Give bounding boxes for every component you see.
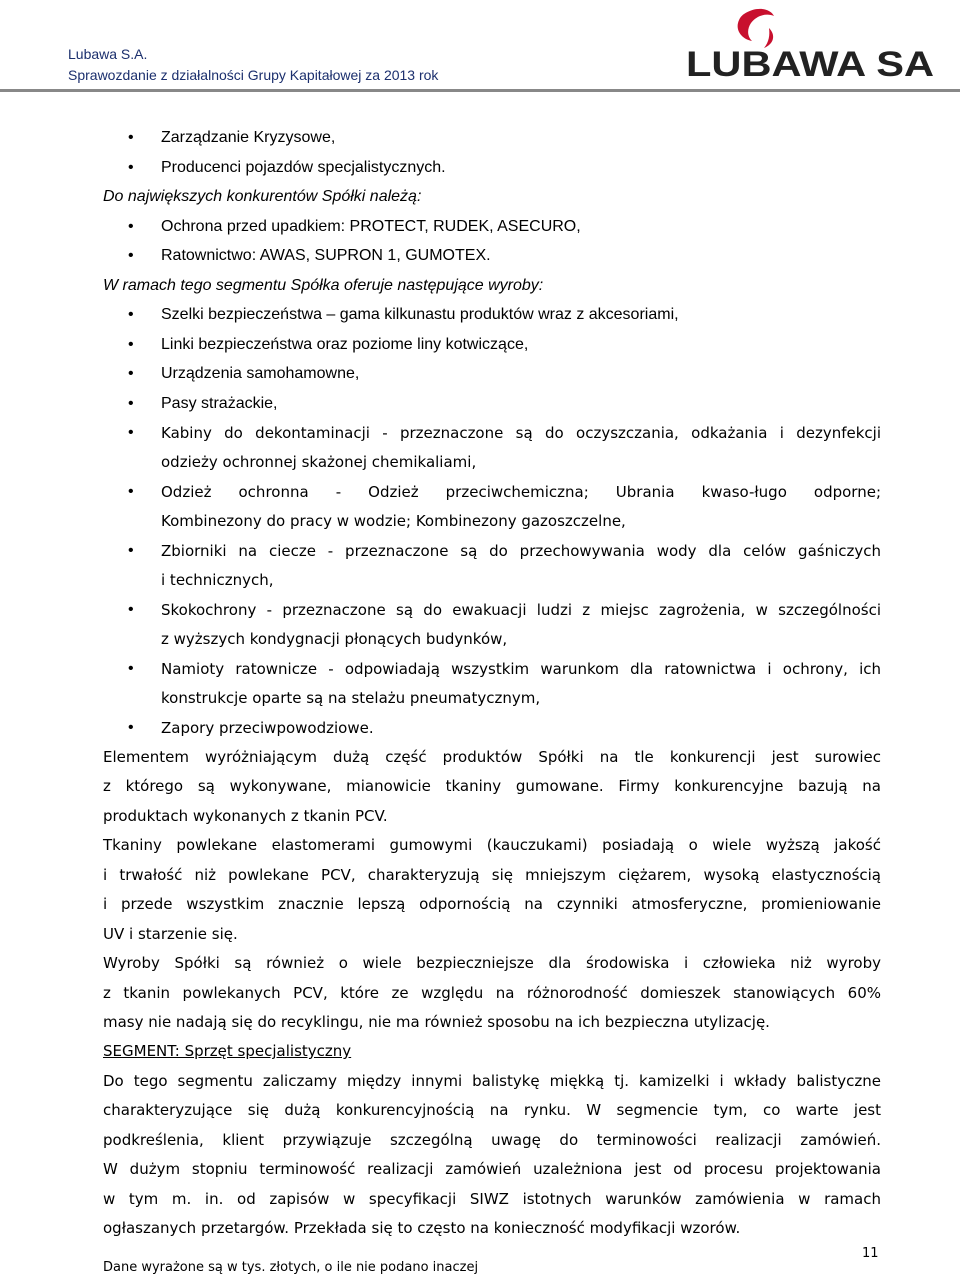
- product-item: Zbiorniki na ciecze - przeznaczone są do przechowywania wody dla celów gaśniczych: [161, 542, 881, 560]
- list-item: Ratownictwo: AWAS, SUPRON 1, GUMOTEX.: [161, 247, 491, 264]
- competitors-intro: Do największych konkurentów Spółki należą:: [103, 188, 422, 205]
- bullet-icon: •: [128, 395, 134, 412]
- product-item: Skokochrony - przeznaczone są do ewakuacji ludzi z miejsc zagrożenia, w szczególności: [161, 601, 881, 619]
- bullet-icon: •: [128, 719, 134, 736]
- product-item: Odzież ochronna - Odzież przeciwchemiczna; Ubrania kwaso-ługo odporne;: [161, 483, 881, 501]
- bullet-icon: •: [128, 247, 134, 264]
- footer-note: Dane wyrażone są w tys. złotych, o ile nie podano inaczej: [103, 1260, 479, 1275]
- product-item: Urządzenia samohamowne,: [161, 365, 360, 382]
- product-item-cont: i technicznych,: [161, 571, 274, 589]
- product-item: Szelki bezpieczeństwa – gama kilkunastu produktów wraz z akcesoriami,: [161, 306, 679, 323]
- paragraph-line: z tkanin powlekanych PCV, które ze względu na różnorodność domieszek stanowiących 60%: [103, 984, 881, 1002]
- paragraph-line: Elementem wyróżniającym dużą część produktów Spółki na tle konkurencji jest surowiec: [103, 748, 881, 766]
- bullet-icon: •: [128, 336, 134, 353]
- bullet-icon: •: [128, 424, 134, 441]
- product-item: Pasy strażackie,: [161, 395, 278, 412]
- paragraph-line: Wyroby Spółki są również o wiele bezpieczniejsze dla środowiska i człowieka niż wyroby: [103, 954, 881, 972]
- product-item-cont: odzieży ochronnej skażonej chemikaliami,: [161, 453, 477, 471]
- paragraph-line: Tkaniny powlekane elastomerami gumowymi (kauczukami) posiadają o wiele wyższą jakość: [103, 836, 881, 854]
- product-item-cont: Kombinezony do pracy w wodzie; Kombinezony gazoszczelne,: [161, 512, 626, 530]
- bullet-icon: •: [128, 218, 134, 235]
- paragraph-line: Do tego segmentu zaliczamy między innymi balistykę miękką tj. kamizelki i wkłady balistyczne: [103, 1072, 881, 1090]
- bullet-icon: •: [128, 660, 134, 677]
- paragraph-line: ogłaszanych przetargów. Przekłada się to często na konieczność modyfikacji wzorów.: [103, 1219, 741, 1237]
- product-item: Kabiny do dekontaminacji - przeznaczone są do oczyszczania, odkażania i dezynfekcji: [161, 424, 881, 442]
- bullet-icon: •: [128, 365, 134, 382]
- paragraph-line: masy nie nadają się do recyklingu, nie ma również sposobu na ich bezpieczna utylizację.: [103, 1013, 770, 1031]
- bullet-icon: •: [128, 483, 134, 500]
- list-item: Producenci pojazdów specjalistycznych.: [161, 159, 446, 176]
- paragraph-line: UV i starzenie się.: [103, 925, 238, 943]
- paragraph-line: W dużym stopniu terminowość realizacji zamówień uzależniona jest od procesu projektowania: [103, 1160, 881, 1178]
- bullet-icon: •: [128, 129, 134, 146]
- paragraph-line: produktach wykonanych z tkanin PCV.: [103, 807, 388, 825]
- logo-wordmark: LUBAWA SA: [686, 45, 934, 82]
- product-item: Zapory przeciwpowodziowe.: [161, 719, 374, 737]
- lubawa-logo: [686, 4, 936, 82]
- paragraph-line: w tym m. in. od zapisów w specyfikacji SIWZ istotnych warunków zamówienia w ramach: [103, 1190, 881, 1208]
- paragraph-line: i przede wszystkim znacznie lepszą odpornością na czynniki atmosferyczne, promieniowanie: [103, 895, 881, 913]
- product-item-cont: konstrukcje oparte są na stelażu pneumatycznym,: [161, 689, 541, 707]
- logo-swoosh-icon: [738, 9, 774, 41]
- page-header: [0, 0, 960, 100]
- company-name: Lubawa S.A.: [68, 46, 148, 62]
- page-number: 11: [862, 1246, 879, 1261]
- bullet-icon: •: [128, 542, 134, 559]
- product-item-cont: z wyższych kondygnacji płonących budynków,: [161, 630, 508, 648]
- paragraph-line: podkreślenia, klient przywiązuje szczególną uwagę do terminowości realizacji zamówień.: [103, 1131, 881, 1149]
- products-intro: W ramach tego segmentu Spółka oferuje następujące wyroby:: [103, 277, 544, 294]
- report-title: Sprawozdanie z działalności Grupy Kapitałowej za 2013 rok: [68, 67, 439, 83]
- product-item: Namioty ratownicze - odpowiadają wszystkim warunkom dla ratownictwa i ochrony, ich: [161, 660, 881, 678]
- paragraph-line: z którego są wykonywane, mianowicie tkaniny gumowane. Firmy konkurencyjne bazują na: [103, 777, 881, 795]
- paragraph-line: i trwałość niż powlekane PCV, charakteryzują się mniejszym ciężarem, wysoką elastycznością: [103, 866, 881, 884]
- paragraph-line: charakteryzujące się dużą konkurencyjnością na rynku. W segmencie tym, co warte jest: [103, 1101, 881, 1119]
- bullet-icon: •: [128, 159, 134, 176]
- header-divider: [0, 89, 960, 92]
- product-item: Linki bezpieczeństwa oraz poziome liny kotwiczące,: [161, 336, 529, 353]
- bullet-icon: •: [128, 601, 134, 618]
- list-item: Ochrona przed upadkiem: PROTECT, RUDEK, ASECURO,: [161, 218, 581, 235]
- segment-heading: SEGMENT: Sprzęt specjalistyczny: [103, 1042, 352, 1060]
- list-item: Zarządzanie Kryzysowe,: [161, 129, 336, 146]
- bullet-icon: •: [128, 306, 134, 323]
